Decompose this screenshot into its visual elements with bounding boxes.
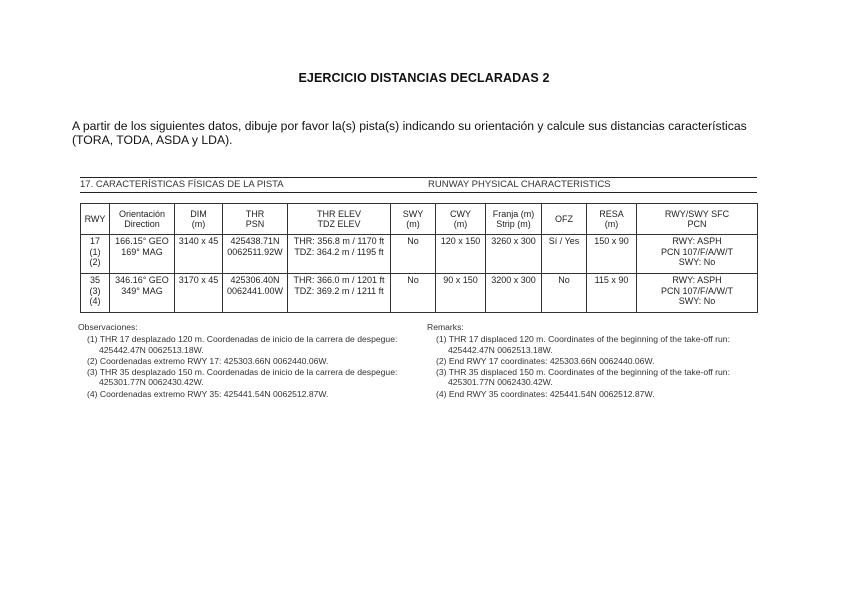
table-cell (110, 274, 175, 313)
table-cell (486, 235, 542, 274)
table-cell (436, 274, 486, 313)
cell-line: PCN 107/F/A/W/T (660, 246, 733, 257)
cell-line: No (558, 275, 570, 285)
table-cell (288, 274, 391, 313)
cell-line: 3170 x 45 (178, 275, 219, 285)
table-header-cell (110, 204, 175, 235)
table-body (81, 235, 758, 313)
remarks-heading: Remarks: (427, 322, 464, 332)
cell-line: RWY: ASPH (672, 275, 722, 285)
table-cell (637, 235, 758, 274)
header-line: TDZ ELEV (317, 219, 361, 229)
table-cell (486, 274, 542, 313)
cell-line: No (407, 236, 419, 246)
document-title: EJERCICIO DISTANCIAS DECLARADAS 2 (298, 71, 550, 85)
section-header (80, 177, 757, 193)
header-line: PCN (687, 219, 707, 229)
section-title-es: 17. CARACTERÍSTICAS FÍSICAS DE LA PISTA (80, 179, 284, 190)
cell-line: TDZ: 364.2 m / 1195 ft (294, 246, 384, 257)
cell-line: Sí / Yes (548, 236, 580, 246)
table-header-cell (587, 204, 637, 235)
table-header-cell (223, 204, 288, 235)
table-cell (288, 235, 391, 274)
table-header-cell (391, 204, 436, 235)
cell-line: 346.16° GEO (115, 275, 169, 285)
table-cell (223, 274, 288, 313)
header-line: THR ELEV (316, 208, 361, 219)
table-cell (542, 274, 587, 313)
cell-line: 425306.40N (230, 275, 280, 285)
header-line: (m) (191, 219, 206, 229)
cell-line: (3) (89, 285, 101, 296)
table-cell (391, 274, 436, 313)
table-header-cell (542, 204, 587, 235)
cell-line: 425438.71N (230, 236, 280, 246)
header-line: (m) (604, 219, 619, 229)
runway-characteristics-table (80, 203, 758, 313)
table-header-cell (288, 204, 391, 235)
cell-line: 115 x 90 (594, 275, 629, 285)
table-row (81, 235, 758, 274)
table-cell (175, 274, 223, 313)
cell-line: No (407, 275, 419, 285)
header-line: PSN (245, 219, 265, 229)
cell-line: 349° MAG (121, 285, 163, 296)
note-item: (2) Coordenadas extremo RWY 17: 425303.66N 0062440.06W. (87, 355, 329, 366)
note-item: (3) THR 35 displaced 150 m. Coordinates of the beginning of the take-off run: 425301.77N 0062430.42W. (436, 367, 730, 388)
cell-line: 120 x 150 (440, 236, 481, 246)
table-cell (81, 274, 110, 313)
header-line: Orientación (118, 208, 166, 219)
cell-line: 0062441.00W (226, 285, 284, 296)
table-header-row (81, 204, 758, 235)
header-line: RESA (599, 208, 624, 219)
header-line: (m) (406, 219, 420, 229)
cell-line: (4) (89, 296, 101, 306)
cell-line: PCN 107/F/A/W/T (660, 285, 733, 296)
cell-line: 35 (89, 275, 100, 285)
table-cell (637, 274, 758, 313)
note-item: (1) THR 17 displaced 120 m. Coordinates of the beginning of the take-off run: 425442.47N 0062513.18W. (436, 334, 730, 355)
observaciones-block (78, 322, 413, 400)
note-item: (3) THR 35 desplazado 150 m. Coordenadas de inicio de la carrera de despegue: 425301.77N 0062430.42W. (87, 367, 398, 388)
cell-line: TDZ: 369.2 m / 1211 ft (294, 285, 384, 296)
header-line: THR (245, 208, 265, 219)
cell-line: RWY: ASPH (672, 236, 722, 246)
header-line: OFZ (555, 213, 573, 224)
header-line: Strip (m) (496, 219, 531, 229)
cell-line: 90 x 150 (443, 275, 478, 285)
header-line: RWY (84, 213, 106, 224)
header-line: Direction (124, 219, 160, 229)
note-item: (4) End RWY 35 coordinates: 425441.54N 0062512.87W. (436, 388, 655, 399)
header-line: DIM (190, 208, 207, 219)
header-line: RWY/SWY SFC (664, 208, 730, 219)
table-cell (542, 235, 587, 274)
cell-line: SWY: No (678, 296, 716, 306)
cell-line: THR: 366.0 m / 1201 ft (293, 275, 385, 285)
header-line: (m) (453, 219, 468, 229)
table-header-cell (175, 204, 223, 235)
table-cell (587, 274, 637, 313)
cell-line: 17 (89, 236, 100, 246)
note-item: (2) End RWY 17 coordinates: 425303.66N 0062440.06W. (436, 355, 655, 366)
cell-line: 0062511.92W (227, 246, 283, 257)
observaciones-heading: Observaciones: (78, 322, 138, 332)
note-item: (1) THR 17 desplazado 120 m. Coordenadas de inicio de la carrera de despegue: 425442.47N 0062513.18W. (87, 334, 398, 355)
table-cell (110, 235, 175, 274)
section-title-en: RUNWAY PHYSICAL CHARACTERISTICS (428, 179, 611, 190)
table-cell (223, 235, 288, 274)
header-line: CWY (450, 208, 471, 219)
cell-line: (1) (89, 246, 101, 257)
table-cell (436, 235, 486, 274)
cell-line: THR: 356.8 m / 1170 ft (293, 236, 385, 246)
cell-line: 3200 x 300 (491, 275, 536, 285)
cell-line: 3140 x 45 (178, 236, 219, 246)
table-cell (391, 235, 436, 274)
header-line: Franja (m) (492, 208, 535, 219)
cell-line: (2) (89, 257, 101, 267)
cell-line: 150 x 90 (594, 236, 629, 246)
table-header-cell (81, 204, 110, 235)
cell-line: SWY: No (678, 257, 716, 267)
table-header-cell (637, 204, 758, 235)
cell-line: 3260 x 300 (491, 236, 536, 246)
table-header-cell (436, 204, 486, 235)
remarks-block (427, 322, 759, 400)
header-line: SWY (402, 208, 424, 219)
note-item: (4) Coordenadas extremo RWY 35: 425441.54N 0062512.87W. (87, 388, 329, 399)
table-cell (587, 235, 637, 274)
table-cell (175, 235, 223, 274)
intro-paragraph: A partir de los siguientes datos, dibuje por favor la(s) pista(s) indicando su orientación y calcule sus distancias características (TORA, TODA, ASDA y LDA). (72, 119, 747, 147)
table-row (81, 274, 758, 313)
cell-line: 169° MAG (121, 246, 163, 257)
table-cell (81, 235, 110, 274)
cell-line: 166.15° GEO (115, 236, 169, 246)
table-header-cell (486, 204, 542, 235)
